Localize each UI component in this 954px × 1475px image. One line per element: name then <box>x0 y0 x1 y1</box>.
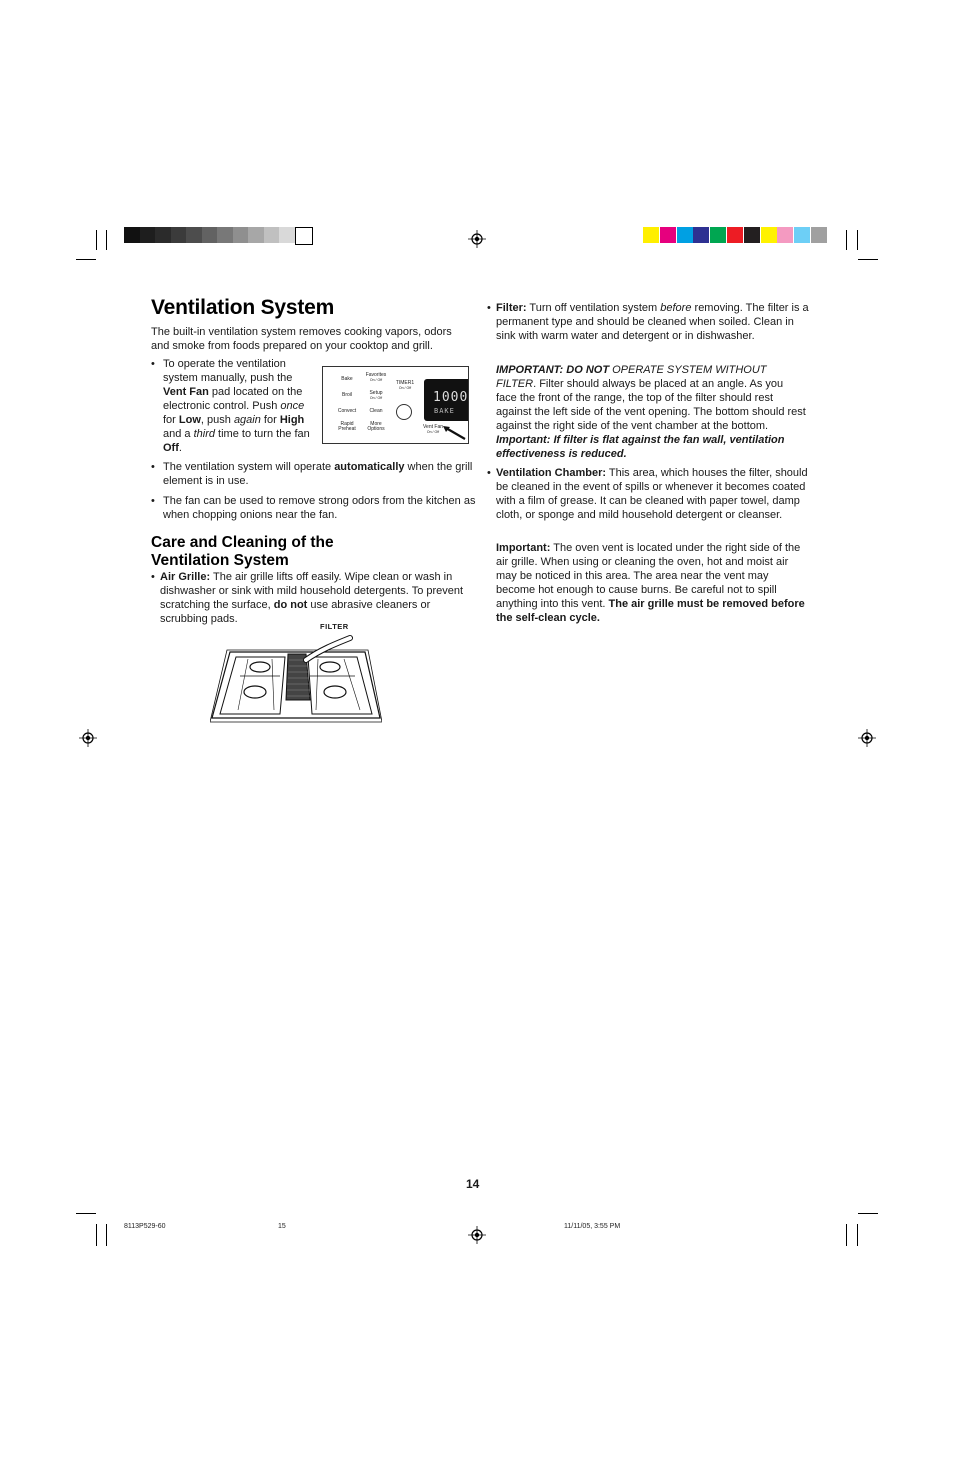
slug-page: 15 <box>278 1223 286 1230</box>
color-swatch <box>677 227 693 243</box>
slug-file-name: 8113P529-60 <box>124 1223 166 1230</box>
crop-mark <box>76 1213 96 1214</box>
cooktop-filter-illustration <box>210 630 382 725</box>
timer-knob-icon <box>396 404 412 420</box>
broil-pad: Broil <box>341 392 352 398</box>
crop-mark <box>106 230 107 250</box>
operate-bullet: • To operate the ventilation system manually, push the Vent Fan pad located on the electronic control. Push once for Low, push again for High and a third time to turn the fan Off. <box>151 358 310 454</box>
color-swatch <box>693 227 709 243</box>
bake-pad: Bake <box>341 376 353 382</box>
favorites-pad: Favorites On / Off <box>365 372 387 382</box>
registration-mark-icon <box>468 1226 486 1244</box>
crop-mark <box>76 259 96 260</box>
rapid-preheat-pad: Rapid Preheat <box>338 421 356 432</box>
color-swatch <box>279 227 295 243</box>
odors-bullet: • The fan can be used to remove strong odors from the kitchen as when chopping onions near the fan. <box>151 495 476 521</box>
color-swatch <box>155 227 171 243</box>
automatic-bullet: • The ventilation system will operate automatically when the grill element is in use. <box>151 461 473 487</box>
setup-pad: Setup On / Off <box>369 390 383 400</box>
important-vent-paragraph: Important: The oven vent is located under the right side of the air grille. When using or cleaning the oven, hot and moist air may be noticed in this area. The area near the vent may become hot enough to cause burns. Be careful not to spill anything into this vent. The air grille must be removed before the self-clean cycle. <box>496 542 805 624</box>
oven-display: 1000 BAKE <box>424 379 468 421</box>
care-cleaning-heading: Care and Cleaning of the Ventilation System <box>151 534 334 569</box>
crop-mark <box>857 1224 858 1246</box>
color-swatch <box>186 227 202 243</box>
color-swatch <box>777 227 793 243</box>
crop-mark <box>96 1224 97 1246</box>
air-grille-bullet: • Air Grille: The air grille lifts off easily. Wipe clean or wash in dishwasher or sink with mild household detergents. To prevent scratching the surface, do not use abrasive cleaners or scrubbing pads. <box>151 571 464 625</box>
color-swatch <box>710 227 726 243</box>
more-options-pad: More Options <box>367 421 385 432</box>
page-number: 14 <box>466 1177 480 1191</box>
color-swatch <box>233 227 249 243</box>
crop-mark <box>846 230 847 250</box>
figure-label: FILTER <box>320 622 349 631</box>
pointer-arrow-icon <box>441 425 467 441</box>
convect-pad: Convect <box>337 408 357 414</box>
registration-mark-icon <box>468 230 486 248</box>
vent-fan-pad: Vent Fan On / Off <box>423 424 444 434</box>
crop-mark <box>858 1213 878 1214</box>
color-swatch <box>643 227 659 243</box>
crop-mark <box>96 230 97 250</box>
color-swatch <box>171 227 187 243</box>
crop-mark <box>106 1224 107 1246</box>
color-swatch <box>811 227 827 243</box>
ventilation-chamber-bullet: • Ventilation Chamber: This area, which houses the filter, should be cleaned in the event of spills or whenever it becomes coated with a film of grease. It can be cleaned with paper towel, damp cloth, or sponge and mild household detergent or cleanser. <box>487 467 808 521</box>
crop-mark <box>858 259 878 260</box>
color-swatch <box>202 227 218 243</box>
registration-mark-icon <box>79 729 97 747</box>
crop-mark <box>857 230 858 250</box>
color-swatch <box>761 227 777 243</box>
clean-pad: Clean <box>369 408 383 414</box>
registration-mark-icon <box>858 729 876 747</box>
crop-mark <box>846 1224 847 1246</box>
intro-paragraph: The built-in ventilation system removes cooking vapors, odors and smoke from foods prepared on your cooktop and grill. <box>151 326 452 352</box>
color-swatch <box>124 227 140 243</box>
important-filter-paragraph: IMPORTANT: DO NOT OPERATE SYSTEM WITHOUT FILTER. Filter should always be placed at an angle. As you face the front of the range, the top of the filter should rest against the left side of the vent opening. The bottom should rest against the right side of the vent chamber at the bottom. Important: If filter is flat against the fan wall, ventilation effectiveness is reduced. <box>496 364 806 460</box>
color-swatch <box>794 227 810 243</box>
page-title: Ventilation System <box>151 296 335 319</box>
color-swatch <box>217 227 233 243</box>
control-panel-illustration <box>322 366 469 444</box>
color-swatch <box>660 227 676 243</box>
color-swatch <box>295 227 313 245</box>
color-swatch <box>140 227 156 243</box>
slug-timestamp: 11/11/05, 3:55 PM <box>564 1223 621 1230</box>
color-swatch <box>727 227 743 243</box>
filter-bullet: • Filter: Turn off ventilation system before removing. The filter is a permanent type and should be cleaned when soiled. Clean in sink with warm water and detergent or in dishwasher. <box>487 302 809 342</box>
timer-pad: TIMER1 On / Off <box>395 380 415 390</box>
color-swatch <box>264 227 280 243</box>
color-swatch <box>248 227 264 243</box>
color-swatch <box>744 227 760 243</box>
